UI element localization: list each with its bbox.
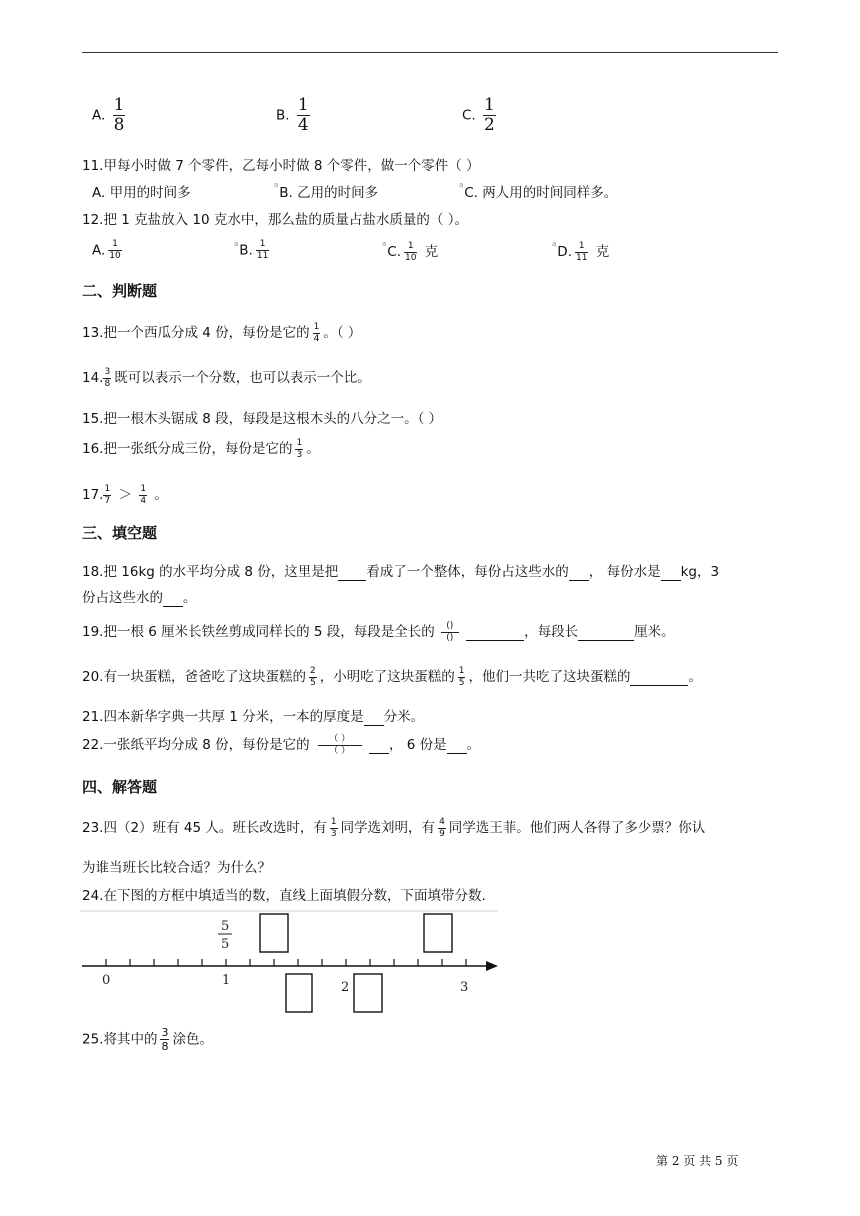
q23-line1: 23.四（2）班有 45 人。班长改选时，有 $\frac{1}{3}$ 同学选刘明，有 $\frac{4}{9}$ 同学选王菲。他们两人各得了多少票？你认: [82, 816, 706, 839]
fraction: $\frac{4}{9}$: [439, 816, 445, 839]
fraction: $\frac{1}{5}$: [458, 665, 465, 688]
tick-label-2: 2: [341, 980, 350, 995]
answer-blank[interactable]: [630, 669, 688, 686]
q11-option-a[interactable]: A. 甲用的时间多: [92, 185, 191, 201]
axis-arrow: [486, 961, 498, 971]
q11-option-b[interactable]: $^a$B. 乙用的时间多: [274, 181, 379, 201]
q13: 13.把一个西瓜分成 4 份，每份是它的 $\frac{1}{4}$ 。（ ）: [82, 321, 362, 344]
answer-blank[interactable]: [578, 624, 634, 641]
q10-option-a[interactable]: A. $\frac{1}{8}$: [92, 95, 125, 135]
q25: 25.将其中的 $\frac{3}{8}$ 涂色。: [82, 1026, 213, 1053]
q20: 20.有一块蛋糕，爸爸吃了这块蛋糕的 $\frac{2}{5}$ ，小明吃了这块蛋糕的 $\frac{1}{5}$ ，他们一共吃了这块蛋糕的 。: [82, 665, 702, 688]
fraction: $\frac{3}{8}$: [161, 1026, 169, 1053]
answer-box-above[interactable]: [424, 914, 452, 952]
fraction: $\frac{1}{3}$: [296, 437, 303, 460]
q10-option-c[interactable]: C. $\frac{1}{2}$: [462, 95, 495, 135]
tick-label-3: 3: [460, 980, 469, 995]
fraction: $\frac{1}{10}$: [405, 240, 417, 263]
q23-line2: 为谁当班长比较合适？为什么？: [82, 860, 271, 876]
answer-blank[interactable]: [364, 709, 384, 726]
answer-blank[interactable]: [661, 564, 681, 581]
q18-line2: 份占这些水的 。: [82, 590, 197, 606]
ticks: [106, 959, 466, 966]
answer-blank[interactable]: [338, 564, 366, 581]
page-footer: 第 2 页 共 5 页: [656, 1154, 739, 1168]
fraction: $\frac{1}{4}$: [140, 483, 147, 506]
fraction: $\frac{1}{11}$: [256, 239, 269, 261]
fraction: $\frac{( )}{( )}$: [318, 735, 362, 756]
fraction: $\frac{()}{()}$: [441, 622, 459, 643]
q18-line1: 18.把 16kg 的水平均分成 8 份，这里是把 看成了一个整体，每份占这些水的 ， 每份水是 kg，3: [82, 564, 720, 580]
fraction: $\frac{1}{2}$: [484, 95, 495, 135]
section-title-judgment: 二、判断题: [82, 282, 158, 300]
q11-option-c[interactable]: $^a$C. 两人用的时间同样多。: [459, 181, 618, 201]
fraction: $\frac{1}{10}$: [109, 239, 121, 261]
q11-stem: 11.甲每小时做 7 个零件，乙每小时做 8 个零件，做一个零件（ ）: [82, 158, 480, 174]
q12-option-d[interactable]: $^a$D. $\frac{1}{11}$ 克: [552, 240, 610, 263]
q21: 21.四本新华字典一共厚 1 分米，一本的厚度是 分米。: [82, 709, 425, 725]
q14: 14. $\frac{3}{8}$ 既可以表示一个分数，也可以表示一个比。: [82, 366, 371, 389]
answer-box-below[interactable]: [286, 974, 312, 1012]
fraction: $\frac{1}{7}$: [104, 483, 111, 506]
frac-denominator: 5: [221, 937, 230, 952]
fraction: $\frac{1}{11}$: [575, 240, 588, 263]
q16: 16.把一张纸分成三份，每份是它的 $\frac{1}{3}$ 。: [82, 437, 320, 460]
answer-blank[interactable]: [569, 564, 589, 581]
fraction: $\frac{1}{3}$: [330, 816, 337, 839]
q24: 24.在下图的方框中填适当的数，直线上面填假分数，下面填带分数.: [82, 888, 486, 904]
fraction: $\frac{2}{5}$: [309, 665, 316, 688]
frac-numerator: 5: [221, 919, 230, 934]
q10-option-b[interactable]: B. $\frac{1}{4}$: [276, 95, 309, 135]
answer-blank[interactable]: [447, 737, 467, 754]
answer-blank[interactable]: [466, 624, 524, 641]
tick-label-1: 1: [222, 973, 231, 988]
fraction: $\frac{1}{4}$: [297, 95, 309, 135]
answer-box-above[interactable]: [260, 914, 288, 952]
section-title-fill: 三、填空题: [82, 524, 158, 542]
answer-blank[interactable]: [369, 737, 389, 754]
q17: 17. $\frac{1}{7}$ ＞ $\frac{1}{4}$ 。: [82, 483, 168, 506]
q12-option-b[interactable]: $^a$B. $\frac{1}{11}$: [234, 239, 269, 261]
fraction: $\frac{1}{8}$: [113, 95, 125, 135]
q15: 15.把一根木头锯成 8 段，每段是这根木头的八分之一。（ ）: [82, 411, 443, 427]
tick-label-0: 0: [102, 973, 111, 988]
q12-option-c[interactable]: $^a$C. $\frac{1}{10}$ 克: [382, 240, 439, 263]
number-line-figure: [80, 910, 500, 1020]
fraction: $\frac{3}{8}$: [104, 366, 111, 389]
q12-option-a[interactable]: A. $\frac{1}{10}$: [92, 239, 121, 261]
section-title-answer: 四、解答题: [82, 778, 158, 796]
q22: 22.一张纸平均分成 8 份，每份是它的 $\frac{( )}{( )}$ ， 6 份是 。: [82, 733, 481, 756]
answer-box-below[interactable]: [354, 974, 382, 1012]
answer-blank[interactable]: [163, 590, 183, 607]
fraction: $\frac{1}{4}$: [313, 321, 320, 344]
q19: 19.把一根 6 厘米长铁丝剪成同样长的 5 段，每段是全长的 $\frac{()}{()}$ ，每段长 厘米。: [82, 620, 675, 643]
header-rule: [82, 52, 778, 53]
q12-stem: 12.把 1 克盐放入 10 克水中，那么盐的质量占盐水质量的（ ）。: [82, 212, 468, 228]
number-line-svg: [80, 910, 500, 1016]
